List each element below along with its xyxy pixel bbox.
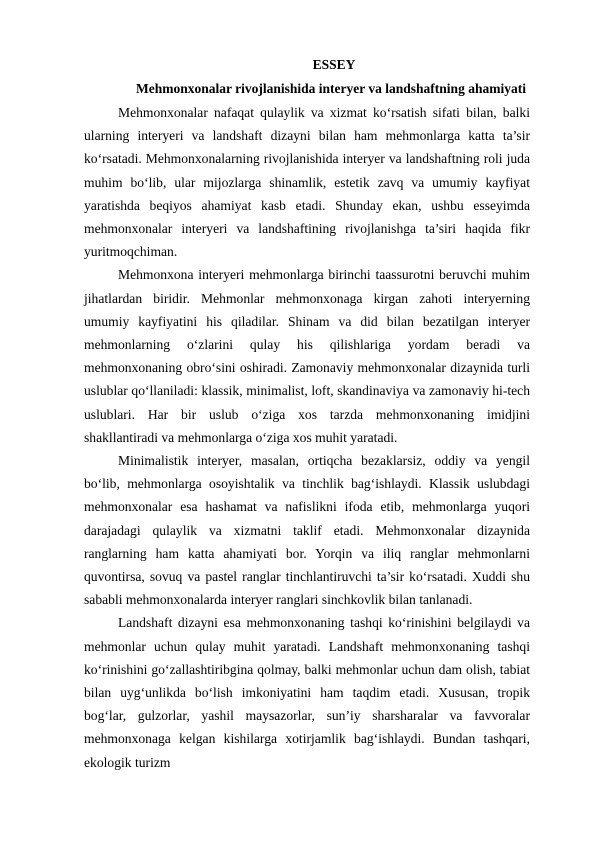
paragraph-3: Minimalistik interyer, masalan, ortiqcha bezaklarsiz, oddiy va yengil bo‘lib, mehmonlarga osoyishtalik va tinchlik bag‘ishlaydi. Klassik uslubdagi mehmonxonalar esa hashamat va nafislikni ifoda etib, mehmonlarga yuqori darajadagi qulaylik va xizmatni taklif etadi. Mehmonxonalar dizaynida ranglarning ham katta ahamiyati bor. Yorqin va iliq ranglar mehmonlarni quvontirsa, sovuq va pastel ranglar tinchlantiruvchi ta’sir ko‘rsatadi. Xuddi shu sababli mehmonxonalarda interyer ranglari sinchkovlik bilan tanlanadi.: [84, 453, 530, 608]
document-label: ESSEY: [312, 57, 356, 72]
paragraph-2: Mehmonxona interyeri mehmonlarga birinchi taassurotni beruvchi muhim jihatlardan biridir. Mehmonlar mehmonxonaga kirgan zahoti interyerning umumiy kayfiyatini his qiladilar. Shinam va did bilan bezatilgan interyer mehmonlarning o‘zlarini qulay his qilishlariga yordam beradi va mehmonxonaning obro‘sini oshiradi. Zamonaviy mehmonxonalar dizaynida turli uslublar qo‘llaniladi: klassik, minimalist, loft, skandinaviya va zamonaviy hi-tech uslublari. Har bir uslub o‘ziga xos tarzda mehmonxonaning imidjini shakllantiradi va mehmonlarga o‘ziga xos muhit yaratadi.: [84, 267, 530, 445]
document-title: Mehmonxonalar rivojlanishida interyer va landshaftning ahamiyati: [136, 81, 526, 96]
paragraph-4: Landshaft dizayni esa mehmonxonaning tashqi ko‘rinishini belgilaydi va mehmonlar uchun qulay muhit yaratadi. Landshaft mehmonxonaning tashqi ko‘rinishini go‘zallashtiribgina qolmay, balki mehmonlar uchun dam olish, tabiat bilan uyg‘unlikda bo‘lish imkoniyatini ham taqdim etadi. Xususan, tropik bog‘lar, gulzorlar, yashil maysazorlar, sun’iy sharsharalar va favvoralar mehmonxonaga kelgan kishilarga xotirjamlik bag‘ishlaydi. Bundan tashqari, ekologik turizm: [84, 615, 530, 770]
document-body: [84, 101, 530, 774]
paragraph-1: Mehmonxonalar nafaqat qulaylik va xizmat ko‘rsatish sifati bilan, balki ularning interyeri va landshaft dizayni bilan ham mehmonlarga katta ta’sir ko‘rsatadi. Mehmonxonalarning rivojlanishida interyer va landshaftning roli juda muhim bo‘lib, ular mijozlarga shinamlik, estetik zavq va umumiy kayfiyat yaratishda beqiyos ahamiyat kasb etadi. Shunday ekan, ushbu esseyimda mehmonxonalar interyeri va landshaftining rivojlanishga ta’siri haqida fikr yuritmoqchiman.: [84, 105, 530, 260]
